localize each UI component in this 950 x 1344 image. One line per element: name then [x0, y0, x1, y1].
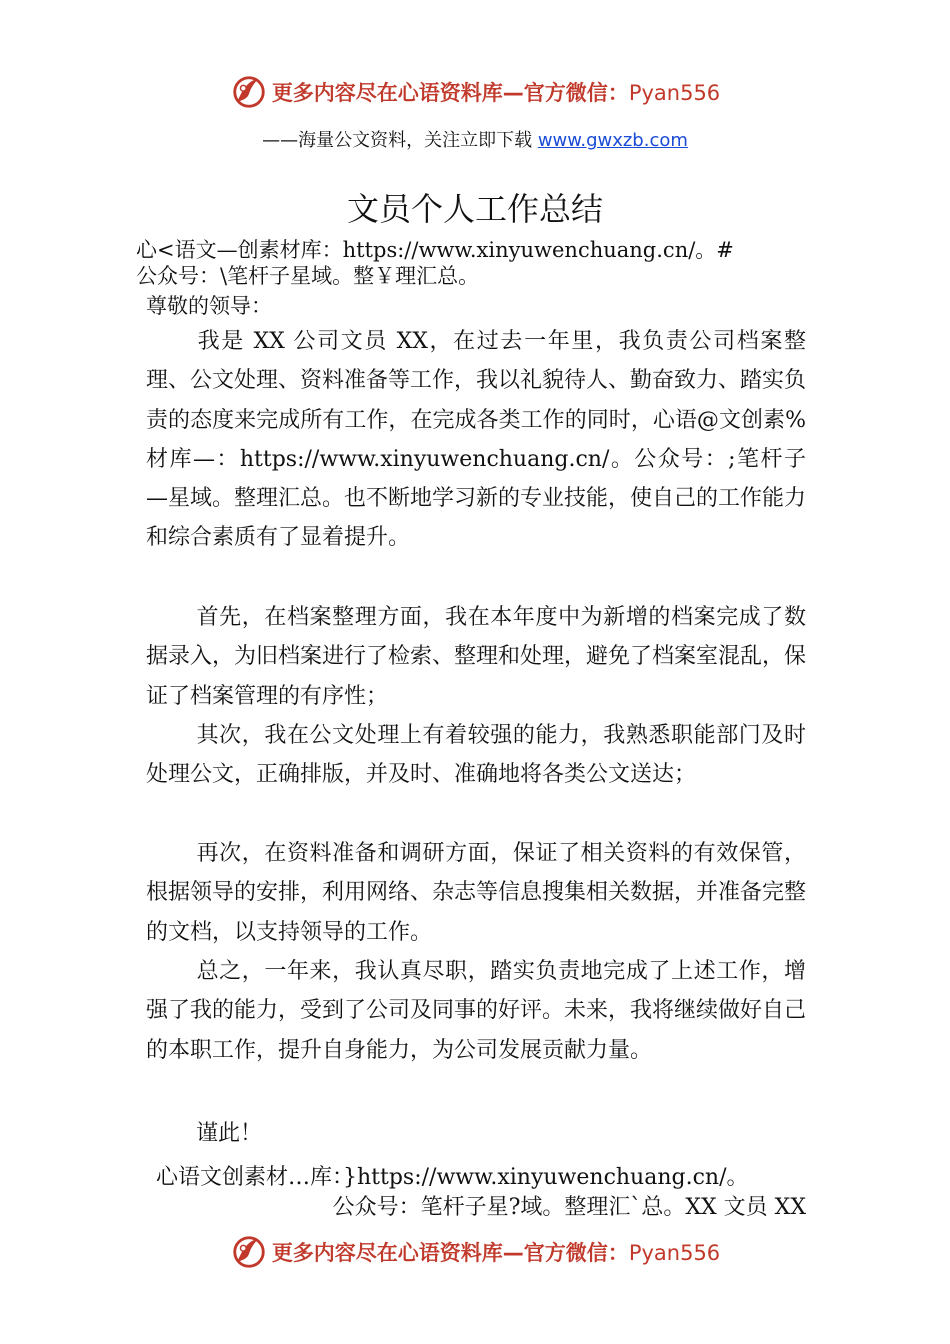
sub-banner-prefix: ——海量公文资料，关注立即下载 [262, 130, 538, 151]
paragraph-documents-text: 其次，我在公文处理上有着较强的能力，我熟悉职能部门及时处理公文，正确排版，并及时、准确地将各类公文送达； [146, 723, 806, 788]
paragraph-materials-text: 再次，在资料准备和调研方面，保证了相关资料的有效保管，根据领导的安排，利用网络、杂志等信息搜集相关数据，并准备完整的文档，以支持领导的工作。 [146, 841, 807, 945]
top-banner [0, 72, 950, 112]
paragraph-documents [146, 716, 806, 795]
bottom-banner [0, 1232, 950, 1272]
footer-source-line-2: 公众号：笔杆子星?域。整理汇`总。XX 文员 XX [332, 1195, 806, 1220]
banner-wechat-id: Pyan556 [628, 1241, 721, 1265]
banner-text [272, 77, 720, 107]
paragraph-materials [146, 834, 806, 952]
paragraph-archives-text: 首先，在档案整理方面，我在本年度中为新增的档案完成了数据录入，为旧档案进行了检索、整理和处理，避免了档案室混乱，保证了档案管理的有序性； [146, 605, 807, 709]
footer-source-line-1: 心语文创素材…库：}https://www.xinyuwenchuang.cn/。 [156, 1165, 749, 1190]
sub-banner [0, 126, 950, 152]
paragraph-summary [146, 952, 806, 1070]
paragraph-summary-text: 总之，一年来，我认真尽职，踏实负责地完成了上述工作，增强了我的能力，受到了公司及同事的好评。未来，我将继续做好自己的本职工作，提升自身能力，为公司发展贡献力量。 [146, 959, 807, 1063]
salutation: 尊敬的领导： [146, 294, 272, 318]
paragraph-intro [146, 322, 806, 558]
document-title: 文员个人工作总结 [346, 190, 603, 228]
banner-wechat-id: Pyan556 [628, 81, 721, 105]
source-line-2: 公众号：\笔杆子星域。整￥理汇总。 [136, 264, 480, 288]
banner-label: 更多内容尽在心语资料库—官方微信： [271, 1241, 629, 1265]
site-link[interactable]: www.gwxzb.com [537, 130, 688, 151]
paragraph-intro-text: 我是 XX 公司文员 XX，在过去一年里，我负责公司档案整理、公文处理、资料准备等工作，我以礼貌待人、勤奋致力、踏实负责的态度来完成所有工作，在完成各类工作的同时，心语@文创素%材库—：https://www.xinyuwenchuang.cn/。公众号：;笔杆子—星域。整理汇总。也不断地学习新的专业技能，使自己的工作能力和综合素质有了显着提升。 [146, 329, 807, 551]
paragraph-archives [146, 598, 806, 716]
source-line-1: 心<语文—创素材库：https://www.xinyuwenchuang.cn/。# [136, 238, 734, 262]
brand-logo-icon [230, 1233, 268, 1271]
closing: 谨此！ [196, 1121, 263, 1146]
banner-label: 更多内容尽在心语资料库—官方微信： [271, 81, 629, 105]
brand-logo-icon [230, 73, 268, 111]
banner-text [272, 1237, 720, 1267]
